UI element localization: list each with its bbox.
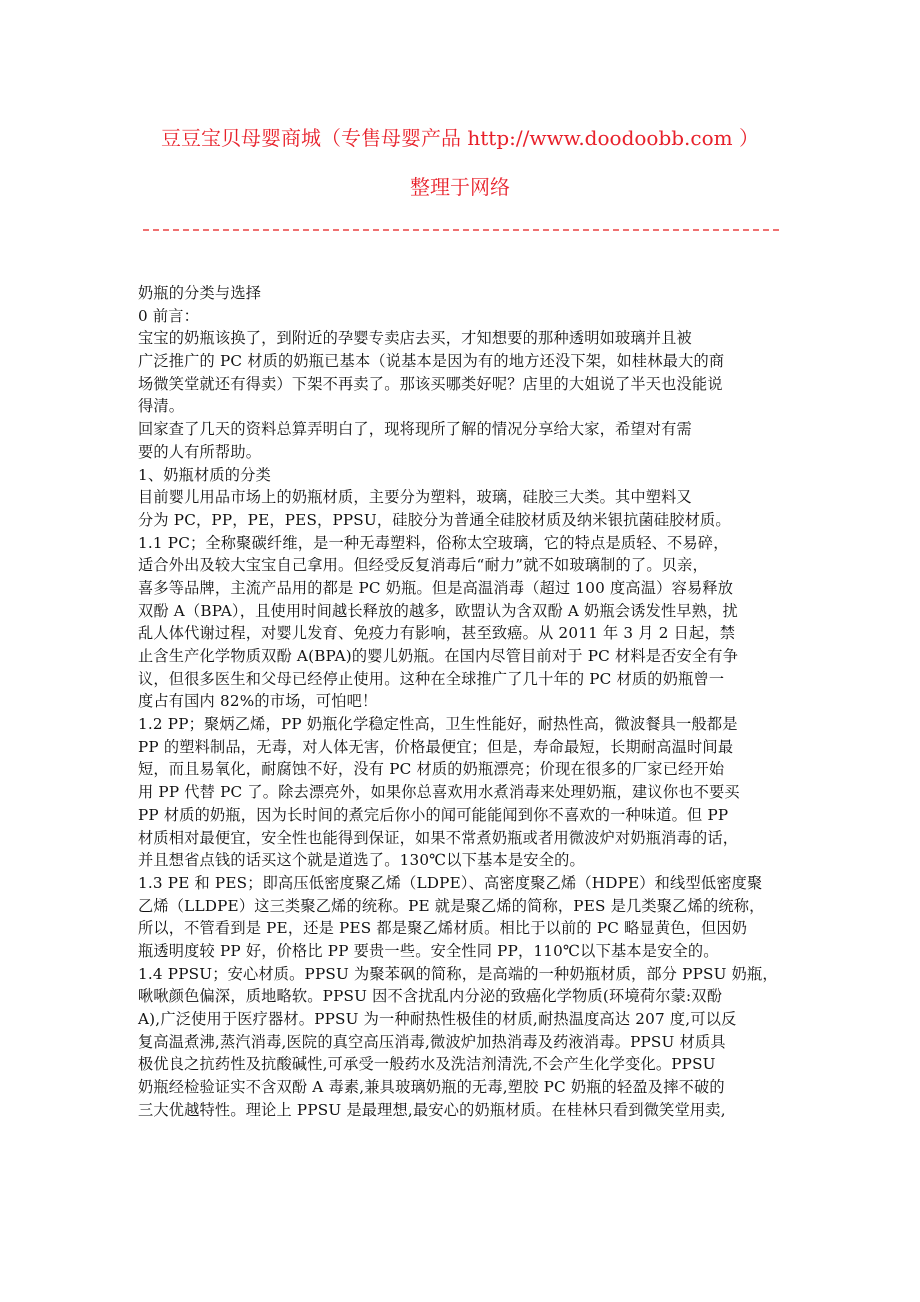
text-line: 1、奶瓶材质的分类 [138, 465, 271, 484]
text-line: 材质相对最便宜，安全性也能得到保证，如果不常煮奶瓶或者用微波炉对奶瓶消毒的话， [138, 828, 739, 847]
text-line: 1.3 PE 和 PES；即高压低密度聚乙烯（LDPE）、高密度聚乙烯（HDPE）和线型低密度聚 [138, 873, 763, 892]
text-line: PP 的塑料制品，无毒，对人体无害，价格最便宜；但是，寿命最短，长期耐高温时间最 [138, 737, 734, 756]
text-line: 分为 PC，PP，PE，PES，PPSU，硅胶分为普通全硅胶材质及纳米银抗菌硅胶材质。 [138, 510, 731, 529]
text-line: 极优良之抗药性及抗酸碱性,可承受一般药水及洗洁剂清洗,不会产生化学变化。PPSU [138, 1055, 716, 1074]
text-line: 广泛推广的 PC 材质的奶瓶已基本（说基本是因为有的地方还没下架，如桂林最大的商 [138, 352, 725, 371]
text-line: 0 前言： [138, 306, 200, 325]
header-subtitle: 整理于网络 [410, 175, 510, 199]
text-line: 1.1 PC；全称聚碳纤维，是一种无毒塑料，俗称太空玻璃，它的特点是质轻、不易碎， [138, 533, 729, 552]
text-line: 1.4 PPSU；安心材质。PPSU 为聚苯砜的简称，是高端的一种奶瓶材质，部分 PPSU 奶瓶， [138, 964, 778, 983]
document-body [138, 282, 798, 1121]
text-line: 瓶透明度较 PP 好，价格比 PP 要贵一些。安全性同 PP，110℃以下基本是安全的。 [138, 941, 719, 960]
text-line: 止含生产化学物质双酚 A(BPA)的婴儿奶瓶。在国内尽管目前对于 PC 材料是否安全有争 [138, 647, 739, 665]
text-line: 并且想省点钱的话买这个就是道选了。130℃以下基本是安全的。 [138, 851, 585, 870]
text-line: 奶瓶经检验证实不含双酚 A 毒素,兼具玻璃奶瓶的无毒,塑胶 PC 奶瓶的轻盈及摔不破的 [138, 1078, 725, 1097]
text-line: 议，但很多医生和父母已经停止使用。这种在全球推广了几十年的 PC 材质的奶瓶曾一 [138, 669, 725, 688]
text-line: 1.2 PP；聚炳乙烯，PP 奶瓶化学稳定性高，卫生性能好，耐热性高，微波餐具一般都是 [138, 715, 738, 734]
text-line: 要的人有所帮助。 [138, 442, 262, 461]
text-line: 三大优越特性。理论上 PPSU 是最理想,最安心的奶瓶材质。在桂林只看到微笑堂用卖, [138, 1100, 726, 1119]
text-line: 啾啾颜色偏深，质地略软。PPSU 因不含扰乱内分泌的致癌化学物质(环境荷尔蒙:双酚 [138, 987, 723, 1006]
text-line: 目前婴儿用品市场上的奶瓶材质，主要分为塑料，玻璃，硅胶三大类。其中塑料又 [138, 488, 692, 507]
header-title: 豆豆宝贝母婴商城（专售母婴产品 http://www.doodoobb.com ） [161, 126, 759, 150]
text-line: 奶瓶的分类与选择 [138, 284, 262, 302]
text-line: 适合外出及较大宝宝自己拿用。但经受反复消毒后“耐力”就不如玻璃制的了。贝亲， [138, 556, 708, 575]
text-line: 乱人体代谢过程，对婴儿发育、免疫力有影响，甚至致癌。从 2011 年 3 月 2 日起，禁 [138, 624, 736, 643]
text-line: 宝宝的奶瓶该换了，到附近的孕婴专卖店去买，才知想要的那种透明如玻璃并且被 [138, 329, 692, 348]
text-line: 度占有国内 82%的市场，可怕吧！ [138, 692, 378, 711]
text-line: 复高温煮沸,蒸汽消毒,医院的真空高压消毒,微波炉加热消毒及药液消毒。PPSU 材质具 [138, 1032, 726, 1051]
text-line: 所以，不管看到是 PE，还是 PES 都是聚乙烯材质。相比于以前的 PC 略显黄色，但因奶 [138, 919, 748, 938]
text-line: 喜多等品牌，主流产品用的都是 PC 奶瓶。但是高温消毒（超过 100 度高温）容易释放 [138, 578, 734, 597]
text-line: 回家查了几天的资料总算弄明白了，现将现所了解的情况分享给大家，希望对有需 [138, 420, 692, 439]
text-line: 得清。 [138, 397, 185, 416]
text-line: 乙烯（LLDPE）这三类聚乙烯的统称。PE 就是聚乙烯的简称，PES 是几类聚乙烯的统称， [138, 896, 765, 915]
text-line: A),广泛使用于医疗器材。PPSU 为一种耐热性极佳的材质,耐热温度高达 207 度,可以反 [138, 1010, 737, 1028]
text-line: 双酚 A（BPA），且使用时间越长释放的越多，欧盟认为含双酚 A 奶瓶会诱发性早熟，扰 [138, 601, 738, 620]
dashed-divider [143, 229, 779, 231]
text-line: 短，而且易氧化，耐腐蚀不好，没有 PC 材质的奶瓶漂亮；价现在很多的厂家已经开始 [138, 760, 725, 779]
text-line: 场微笑堂就还有得卖）下架不再卖了。那该买哪类好呢？店里的大姐说了半天也没能说 [138, 374, 723, 393]
text-line: 用 PP 代替 PC 了。除去漂亮外，如果你总喜欢用水煮消毒来处理奶瓶，建议你也不要买 [138, 783, 740, 802]
text-line: PP 材质的奶瓶，因为长时间的煮完后你小的闻可能能闻到你不喜欢的一种味道。但 PP [138, 805, 729, 824]
